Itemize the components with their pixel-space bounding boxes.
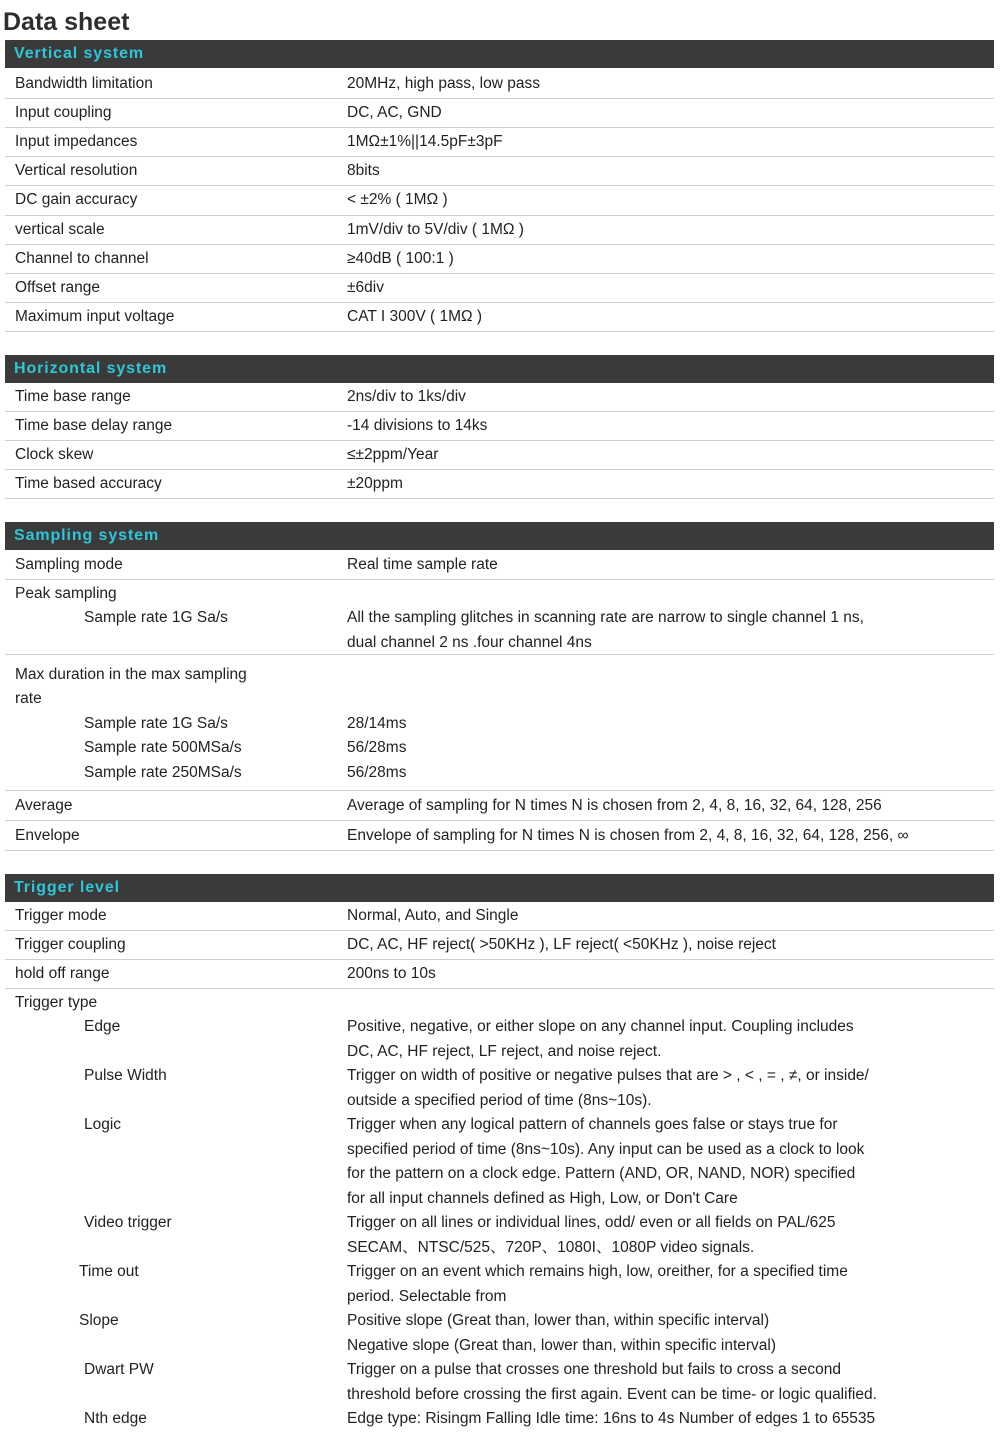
spec-row-dc-gain [5,186,994,216]
trigger-type-nth-edge: Nth edge [84,1410,147,1427]
spec-value-line: for the pattern on a clock edge. Pattern (AND, OR, NAND, NOR) specified [347,1165,856,1182]
spec-row-trigger-type [5,989,994,1435]
spec-value [347,1064,947,1113]
spec-row-vertical-resolution [5,157,994,186]
spec-label: Channel to channel [15,250,149,267]
spec-value-line: for all input channels defined as High, Low, or Don't Care [347,1189,738,1207]
spec-row-trigger-coupling [5,931,994,960]
spec-row-bandwidth [5,70,994,99]
spec-value: ≥40dB ( 100:1 ) [347,250,454,267]
section-header-trigger [5,874,994,902]
spec-row-clock-skew [5,441,994,470]
spec-label: Envelope [15,827,80,844]
spec-value-line: Trigger when any logical pattern of channels goes false or stays true for [347,1116,838,1133]
spec-value: ±20ppm [347,475,403,492]
spec-row-hold-off [5,960,994,989]
spec-label: hold off range [15,965,110,982]
trigger-type-dwart-pw: Dwart PW [84,1361,154,1378]
spec-label: rate [15,690,42,707]
spec-value: 200ns to 10s [347,965,436,982]
spec-value-line: Positive slope (Great than, lower than, within specific interval) [347,1312,770,1329]
spec-label: Input coupling [15,104,112,121]
spec-label: Trigger mode [15,907,107,924]
spec-label: Input impedances [15,133,138,150]
spec-value [347,1211,947,1260]
spec-row-time-base-range [5,383,994,412]
spec-label: Bandwidth limitation [15,75,153,92]
spec-row-max-duration [5,655,994,791]
spec-value: 56/28ms [347,739,407,756]
spec-value [347,1113,947,1211]
section-title: Vertical system [14,45,145,62]
spec-value [347,606,947,655]
spec-value-line: Trigger on a pulse that crosses one threshold but fails to cross a second [347,1361,841,1378]
spec-label: Maximum input voltage [15,308,175,325]
spec-value-line: threshold before crossing the first again. Event can be time- or logic qualified. [347,1385,877,1403]
spec-value: Envelope of sampling for N times N is chosen from 2, 4, 8, 16, 32, 64, 128, 256, ∞ [347,827,909,844]
trigger-type-video: Video trigger [84,1214,172,1231]
spec-value [347,1309,947,1358]
spec-value: 28/14ms [347,715,407,732]
spec-value-line: Trigger on width of positive or negative pulses that are > , < , = , ≠, or inside/ [347,1067,869,1084]
spec-sub-label: Sample rate 500MSa/s [84,739,242,756]
section-header-vertical [5,40,994,68]
section-title: Horizontal system [14,360,168,377]
spec-value-line: outside a specified period of time (8ns~10s). [347,1091,652,1109]
spec-row-time-based-accuracy [5,470,994,499]
spec-value: -14 divisions to 14ks [347,417,488,434]
spec-value-line: SECAM、NTSC/525、720P、1080I、1080P video signals. [347,1238,755,1256]
spec-value: DC, AC, HF reject( >50KHz ), LF reject( <50KHz ), noise reject [347,936,776,953]
spec-label: Max duration in the max sampling [15,666,247,683]
spec-label: Vertical resolution [15,162,138,179]
spec-value: 20MHz, high pass, low pass [347,75,540,92]
spec-value-line: specified period of time (8ns~10s). Any input can be used as a clock to look [347,1140,865,1158]
spec-value-line: Trigger on all lines or individual lines, odd/ even or all fields on PAL/625 [347,1214,836,1231]
spec-sub-label: Sample rate 1G Sa/s [84,609,228,626]
trigger-type-pulse-width: Pulse Width [84,1067,167,1084]
trigger-type-logic: Logic [84,1116,122,1133]
trigger-type-edge: Edge [84,1018,121,1035]
spec-row-sampling-mode [5,551,994,580]
spec-value: ≤±2ppm/Year [347,446,439,463]
spec-value [347,1015,947,1064]
spec-value-line: All the sampling glitches in scanning rate are narrow to single channel 1 ns, [347,609,864,626]
spec-value [347,1260,947,1309]
section-header-sampling [5,522,994,550]
section-title: Trigger level [14,879,120,896]
spec-value-line: dual channel 2 ns .four channel 4ns [347,633,592,651]
spec-label: Time base range [15,388,131,405]
spec-row-average [5,791,994,821]
spec-value: 8bits [347,162,380,179]
spec-value: CAT I 300V ( 1MΩ ) [347,308,483,325]
spec-label: Clock skew [15,446,94,463]
page-title: Data sheet [3,8,130,36]
spec-sub-label: Sample rate 1G Sa/s [84,715,228,732]
spec-value [347,1358,947,1407]
spec-label: DC gain accuracy [15,191,138,208]
spec-label: Sampling mode [15,556,123,573]
spec-value-line: period. Selectable from [347,1287,507,1305]
spec-value-line: Trigger on an event which remains high, low, oreither, for a specified time [347,1263,848,1280]
spec-value: < ±2% ( 1MΩ ) [347,191,448,208]
spec-value-line: Edge type: Risingm Falling Idle time: 16ns to 4s Number of edges 1 to 65535 [347,1410,876,1427]
spec-label: Time base delay range [15,417,173,434]
spec-value: ±6div [347,279,384,296]
spec-row-max-input-voltage [5,303,994,332]
spec-row-time-base-delay [5,412,994,441]
spec-sub-label: Sample rate 250MSa/s [84,764,242,781]
spec-value-line: Positive, negative, or either slope on any channel input. Coupling includes [347,1018,854,1035]
spec-value: 56/28ms [347,764,407,781]
spec-row-envelope [5,821,994,851]
spec-value: Normal, Auto, and Single [347,907,519,924]
spec-value-line: DC, AC, HF reject, LF reject, and noise reject. [347,1042,662,1060]
spec-label: Average [15,797,73,814]
spec-value: Real time sample rate [347,556,498,573]
spec-row-input-coupling [5,99,994,128]
trigger-type-time-out: Time out [79,1263,139,1280]
spec-label: Time based accuracy [15,475,162,492]
spec-value: 1mV/div to 5V/div ( 1MΩ ) [347,221,524,238]
spec-value [347,1407,947,1432]
spec-row-vertical-scale [5,216,994,245]
spec-value-line: Negative slope (Great than, lower than, within specific interval) [347,1336,777,1354]
spec-row-channel-to-channel [5,245,994,274]
spec-value: DC, AC, GND [347,104,442,121]
spec-value: Average of sampling for N times N is chosen from 2, 4, 8, 16, 32, 64, 128, 256 [347,797,882,814]
spec-label: Peak sampling [15,585,117,602]
section-title: Sampling system [14,527,160,544]
section-header-horizontal [5,355,994,383]
spec-value: 1MΩ±1%||14.5pF±3pF [347,133,503,150]
spec-label: vertical scale [15,221,105,238]
trigger-type-slope: Slope [79,1312,119,1329]
spec-value: 2ns/div to 1ks/div [347,388,466,405]
spec-row-input-impedances [5,128,994,157]
spec-row-offset-range [5,274,994,303]
spec-label: Trigger coupling [15,936,126,953]
spec-row-trigger-mode [5,902,994,931]
spec-label: Trigger type [15,994,98,1011]
spec-label: Offset range [15,279,101,296]
spec-row-peak-sampling [5,580,994,655]
